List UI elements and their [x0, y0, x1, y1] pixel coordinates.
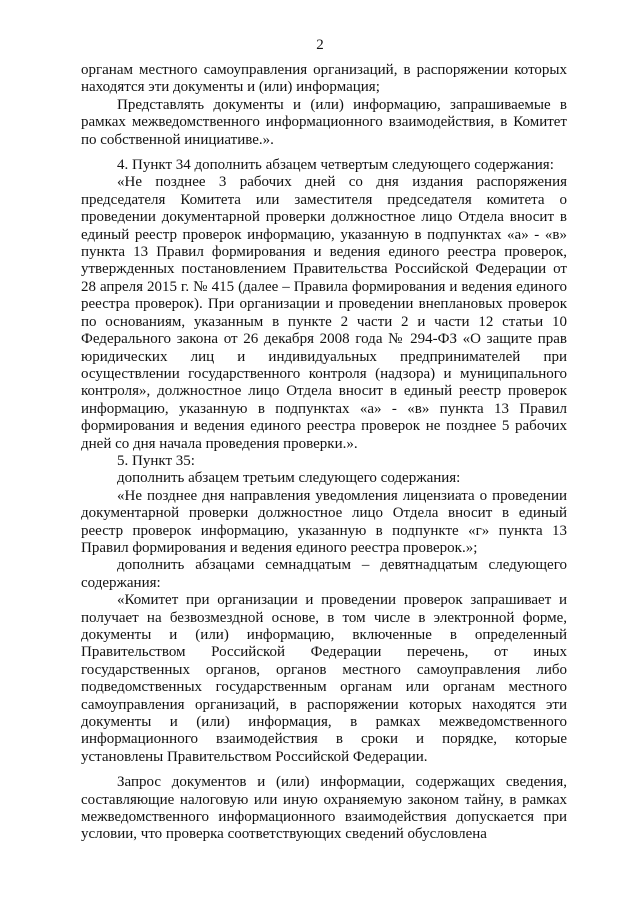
paragraph: 4. Пункт 34 дополнить абзацем четвертым следующего содержания: [117, 157, 554, 174]
paragraph: дополнить абзацами семнадцатым – девятнадцатым следующего содержания: [81, 557, 567, 591]
page-number: 2 [316, 37, 324, 53]
paragraph: дополнить абзацем третьим следующего содержания: [117, 470, 461, 487]
paragraph: Представлять документы и (или) информацию, запрашиваемые в рамках межведомственного информационного взаимодействия, в Комитет по собственной инициативе.». [81, 96, 567, 148]
paragraph: органам местного самоуправления организаций, в распоряжении которых находятся эти документы и (или) информация; [81, 62, 567, 96]
paragraph: «Не позднее 3 рабочих дней со дня издания распоряжения председателя Комитета или заместителя председателя комитета о проведении документарной проверки должностное лицо Отдела вносит в единый реестр проверок информацию, указанную в подпунктах «а» - «в» пункта 13 Правил формирования и ведения единого реестра проверок, утвержденных постановлением Правительства Российской Федерации от 28 апреля 2015 г. № 415 (далее – Правила формирования и ведения единого реестра проверок). При организации и проведении внеплановых проверок по основаниям, указанным в пункте 2 части 2 и части 12 статьи 10 Федерального закона от 26 декабря 2008 года № 294-ФЗ «О защите прав юридических лиц и индивидуальных предпринимателей при осуществлении государственного контроля (надзора) и муниципального контроля», должностное лицо Отдела вносит в единый реестр проверок информацию, указанную в подпунктах «а» - «в» пункта 13 Правил формирования и ведения единого реестра проверок не позднее 5 рабочих дней со дня начала проведения проверки.». [81, 174, 567, 452]
document-body [81, 62, 567, 844]
paragraph: Запрос документов и (или) информации, содержащих сведения, составляющие налоговую или иную охраняемую законом тайну, в рамках межведомственного информационного взаимодействия допускается при условии, что проверка соответствующих сведений обусловлена [81, 774, 567, 843]
paragraph: 5. Пункт 35: [117, 452, 195, 469]
paragraph: «Не позднее дня направления уведомления лицензиата о проведении документарной проверки должностное лицо Отдела вносит в единый реестр проверок информацию, указанную в подпункте «г» пункта 13 Правил формирования и ведения единого реестра проверок.»; [81, 487, 567, 556]
paragraph: «Комитет при организации и проведении проверок запрашивает и получает на безвозмездной основе, в том числе в электронной форме, документы и (или) информацию, включенные в определенный Правительством Российской Федерации перечень, от иных государственных органов, органов местного самоуправления либо подведомственных государственным органам или органам местного самоуправления организаций, в распоряжении которых находятся эти документы и (или) информация, в рамках межведомственного информационного взаимодействия в сроки и порядке, которые установлены Правительством Российской Федерации. [81, 592, 567, 765]
